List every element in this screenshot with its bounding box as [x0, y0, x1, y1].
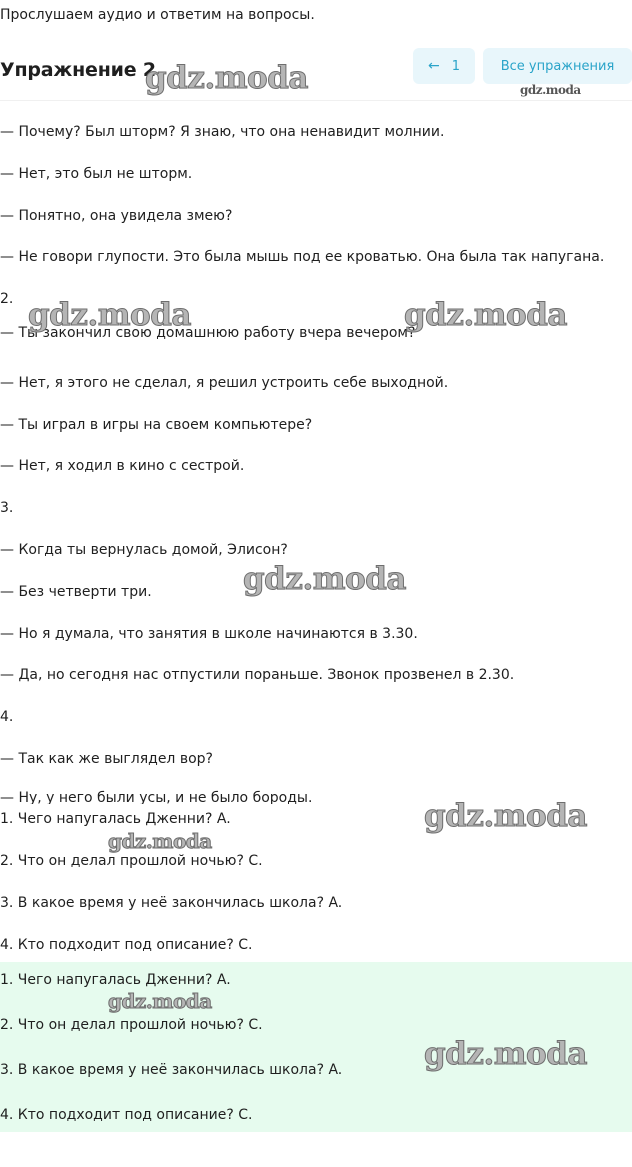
answer-item: 2. Что он делал прошлой ночью? C. [0, 1017, 263, 1033]
watermark-logo: gdz.moda [28, 297, 191, 333]
watermark-logo: gdz.moda [404, 297, 567, 333]
watermark-logo: gdz.moda [108, 989, 212, 1013]
answer-item: 1. Чего напугалась Дженни? A. [0, 972, 231, 988]
dialogue-line: 3. [0, 500, 14, 517]
dialogue-line: — Без четверти три. [0, 583, 152, 600]
intro-text: Прослушаем аудио и ответим на вопросы. [0, 7, 315, 23]
question-item: 2. Что он делал прошлой ночью? C. [0, 853, 263, 869]
dialogue-line: — Не говори глупости. Это была мышь под ее кроватью. Она была так напугана. [0, 249, 605, 266]
dialogue-line: — Но я думала, что занятия в школе начинаются в 3.30. [0, 625, 418, 642]
dialogue-line: — Почему? Был шторм? Я знаю, что она ненавидит молнии. [0, 124, 445, 140]
answer-item: 3. В какое время у неё закончилась школа? A. [0, 1062, 343, 1078]
dialogue-line: 2. [0, 291, 14, 308]
dialogue-line: 4. [0, 709, 14, 726]
watermark-logo: gdz.moda [424, 798, 587, 834]
dialogue-line: — Ну, у него были усы, и не было бороды. [0, 790, 313, 804]
watermark-logo: gdz.moda [424, 1036, 587, 1072]
prev-exercise-button[interactable] [413, 48, 475, 84]
dialogue-line: — Понятно, она увидела змею? [0, 207, 233, 224]
watermark-logo: gdz.moda [520, 83, 581, 97]
dialogue-line: — Так как же выглядел вор? [0, 751, 213, 767]
all-exercises-button[interactable]: Все упражнения [483, 48, 632, 84]
prev-exercise-label: 1 [451, 58, 460, 74]
answer-item: 4. Кто подходит под описание? C. [0, 1107, 253, 1123]
question-item: 1. Чего напугалась Дженни? A. [0, 811, 231, 827]
question-item: 4. Кто подходит под описание? C. [0, 937, 253, 953]
dialogue-line: — Когда ты вернулась домой, Элисон? [0, 542, 288, 558]
dialogue-line: — Нет, я ходил в кино с сестрой. [0, 458, 245, 475]
dialogue-line: — Да, но сегодня нас отпустили пораньше. Звонок прозвенел в 2.30. [0, 667, 515, 684]
watermark-logo: gdz.moda [145, 60, 308, 96]
arrow-left-icon: ← [427, 58, 440, 74]
watermark-logo: gdz.moda [108, 829, 212, 853]
dialogue-line: — Ты играл в игры на своем компьютере? [0, 416, 313, 433]
question-item: 3. В какое время у неё закончилась школа? A. [0, 895, 343, 911]
exercise-title: Упражнение 2 [0, 59, 156, 81]
dialogue-line: — Нет, я этого не сделал, я решил устроить себе выходной. [0, 374, 449, 391]
dialogue-line: — Нет, это был не шторм. [0, 165, 193, 182]
watermark-logo: gdz.moda [243, 561, 406, 597]
dialogue-line: — Ты закончил свою домашнюю работу вчера вечером? [0, 325, 416, 341]
